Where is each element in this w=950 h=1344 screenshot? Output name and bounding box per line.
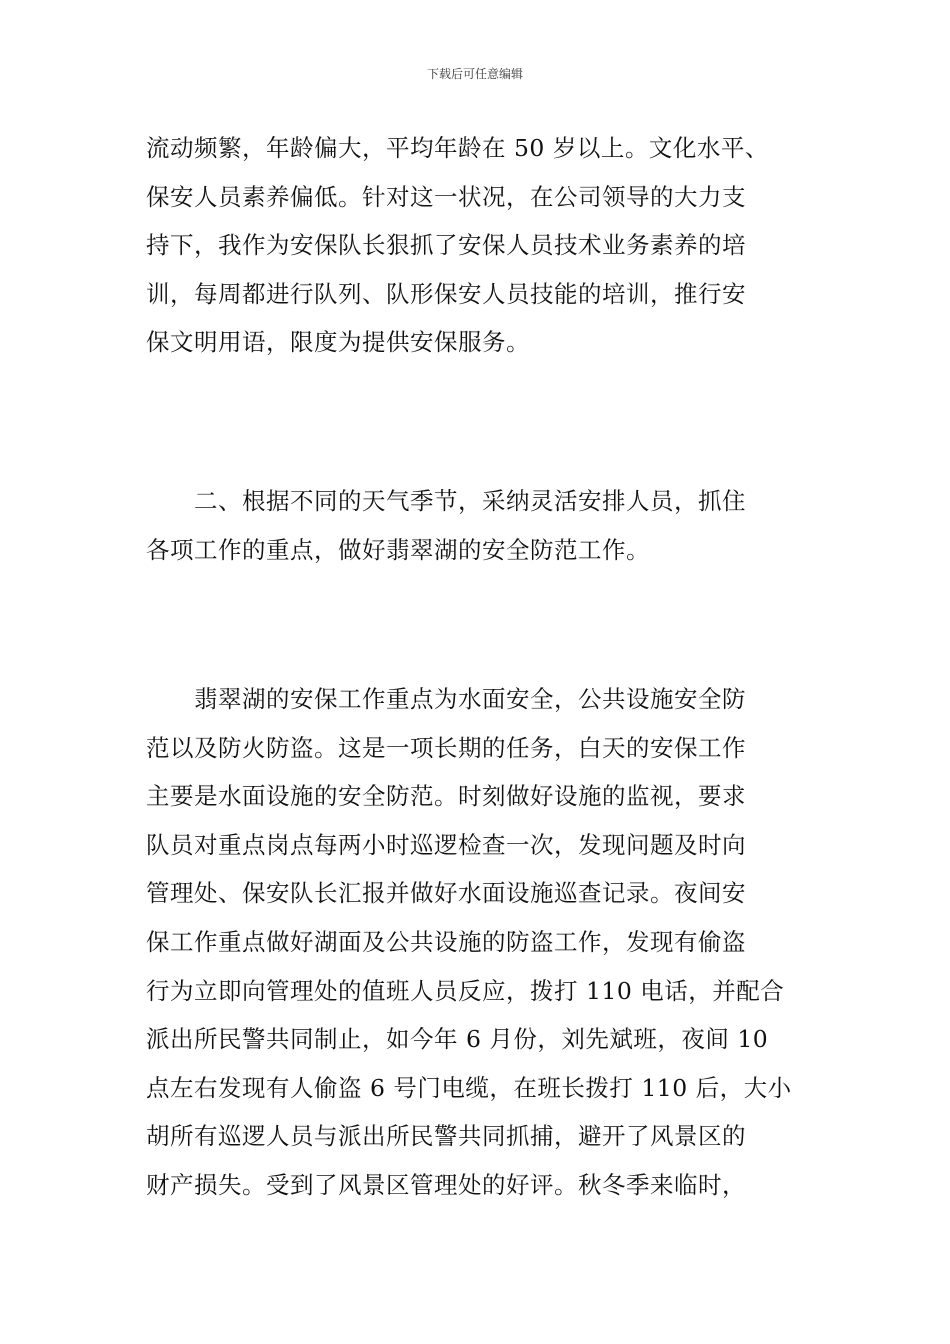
text-line: 流动频繁，年龄偏大，平均年龄在 50 岁以上。文化水平、 <box>146 134 769 162</box>
text-line: 保文明用语，限度为提供安保服务。 <box>146 328 530 357</box>
text-line: 点左右发现有人偷盗 6 号门电缆，在班长拨打 110 后，大小 <box>146 1073 792 1102</box>
body-paragraph-1 <box>146 124 806 367</box>
text-line: 胡所有巡逻人员与派出所民警共同抓捕，避开了风景区的 <box>146 1122 746 1151</box>
text-line: 派出所民警共同制止，如今年 6 月份，刘先斌班，夜间 10 <box>146 1025 769 1054</box>
text-line: 行为立即向管理处的值班人员反应，拨打 110 电话，并配合 <box>146 976 785 1005</box>
text-line: 财产损失。受到了风景区管理处的好评。秋冬季来临时， <box>146 1170 746 1199</box>
text-line: 各项工作的重点，做好翡翠湖的安全防范工作。 <box>146 535 650 564</box>
text-line: 二、根据不同的天气季节，采纳灵活安排人员，抓住 <box>194 487 746 515</box>
text-line: 主要是水面设施的安全防范。时刻做好设施的监视，要求 <box>146 782 746 811</box>
body-paragraph-3 <box>146 675 806 1210</box>
text-line: 队员对重点岗点每两小时巡逻检查一次，发现问题及时向 <box>146 830 746 859</box>
text-line: 翡翠湖的安保工作重点为水面安全，公共设施安全防 <box>194 685 746 713</box>
text-line: 管理处、保安队长汇报并做好水面设施巡查记录。夜间安 <box>146 879 746 908</box>
text-line: 范以及防火防盗。这是一项长期的任务，白天的安保工作 <box>146 733 746 762</box>
section-heading-2 <box>146 477 806 574</box>
text-line: 持下，我作为安保队长狠抓了安保人员技术业务素养的培 <box>146 231 746 260</box>
text-line: 保工作重点做好湖面及公共设施的防盗工作，发现有偷盗 <box>146 927 746 956</box>
text-line: 训，每周都进行队列、队形保安人员技能的培训，推行安 <box>146 279 746 308</box>
page-header: 下载后可任意编辑 <box>426 67 523 81</box>
text-line: 保安人员素养偏低。针对这一状况，在公司领导的大力支 <box>146 182 746 211</box>
